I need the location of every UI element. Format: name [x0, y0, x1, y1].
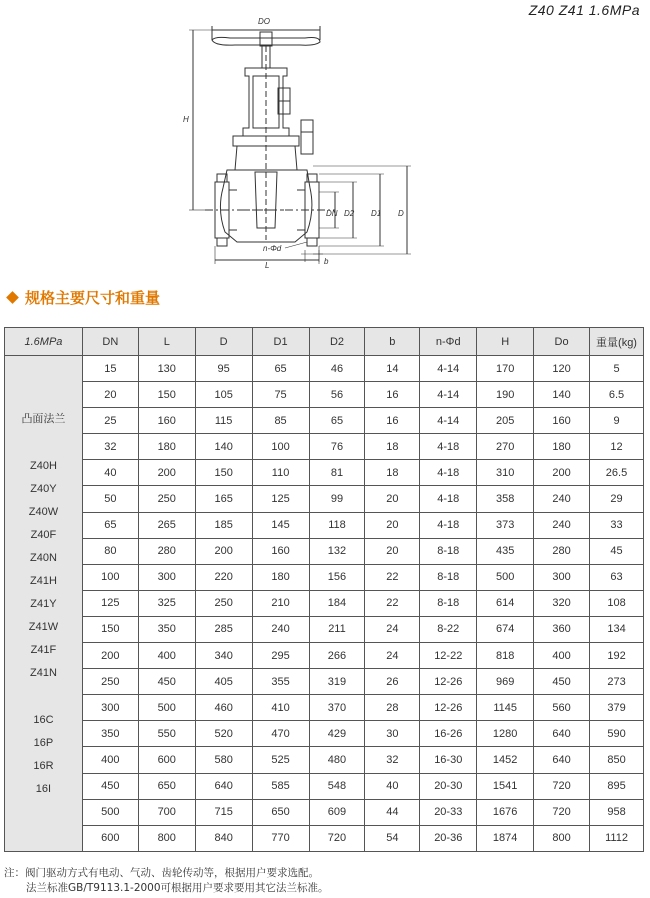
table-cell: 895: [590, 773, 644, 799]
table-cell: 640: [534, 747, 590, 773]
table-cell: 435: [477, 538, 534, 564]
table-row: [5, 460, 644, 486]
table-cell: 99: [309, 486, 365, 512]
table-cell: 8-18: [420, 538, 477, 564]
table-cell: 200: [138, 460, 195, 486]
table-cell: 640: [195, 773, 252, 799]
material-label: 16R: [33, 760, 54, 772]
table-cell: 720: [534, 773, 590, 799]
table-cell: 650: [252, 799, 309, 825]
table-cell: 1280: [477, 721, 534, 747]
model-label: Z40F: [30, 529, 57, 541]
table-cell: 20: [365, 538, 420, 564]
table-cell: 190: [477, 382, 534, 408]
table-cell: 24: [365, 643, 420, 669]
table-cell: 520: [195, 721, 252, 747]
table-cell: 105: [195, 382, 252, 408]
table-cell: 156: [309, 564, 365, 590]
table-cell: 429: [309, 721, 365, 747]
table-cell: 20: [82, 382, 138, 408]
table-cell: 358: [477, 486, 534, 512]
table-row: [5, 382, 644, 408]
table-cell: 614: [477, 590, 534, 616]
table-cell: 22: [365, 564, 420, 590]
table-cell: 5: [590, 356, 644, 382]
table-cell: 410: [252, 695, 309, 721]
table-cell: 81: [309, 460, 365, 486]
dim-label-do: DO: [258, 17, 270, 26]
table-cell: 145: [252, 512, 309, 538]
table-cell: 840: [195, 825, 252, 851]
table-cell: 400: [534, 643, 590, 669]
table-cell: 12-26: [420, 695, 477, 721]
table-cell: 160: [252, 538, 309, 564]
table-cell: 211: [309, 616, 365, 642]
valve-drawing: [175, 10, 435, 272]
table-cell: 450: [138, 669, 195, 695]
table-cell: 56: [309, 382, 365, 408]
table-cell: 600: [138, 747, 195, 773]
table-cell: 720: [309, 825, 365, 851]
table-cell: 95: [195, 356, 252, 382]
model-label: Z41H: [29, 575, 57, 587]
table-cell: 100: [252, 434, 309, 460]
table-cell: 400: [82, 747, 138, 773]
table-row: [5, 721, 644, 747]
table-cell: 50: [82, 486, 138, 512]
table-cell: 500: [138, 695, 195, 721]
header-cell: H: [477, 328, 534, 356]
table-cell: 958: [590, 799, 644, 825]
table-cell: 16: [365, 408, 420, 434]
table-cell: 12: [590, 434, 644, 460]
table-cell: 800: [534, 825, 590, 851]
model-label: Z41W: [28, 621, 59, 633]
table-cell: 4-14: [420, 382, 477, 408]
table-cell: 1541: [477, 773, 534, 799]
table-cell: 20-36: [420, 825, 477, 851]
table-cell: 8-18: [420, 590, 477, 616]
table-cell: 32: [82, 434, 138, 460]
table-cell: 20-33: [420, 799, 477, 825]
table-cell: 160: [138, 408, 195, 434]
table-cell: 450: [82, 773, 138, 799]
table-cell: 850: [590, 747, 644, 773]
table-cell: 46: [309, 356, 365, 382]
table-cell: 240: [252, 616, 309, 642]
table-row: [5, 643, 644, 669]
table-cell: 132: [309, 538, 365, 564]
model-label: Z40N: [29, 552, 57, 564]
table-cell: 1452: [477, 747, 534, 773]
table-cell: 310: [477, 460, 534, 486]
table-cell: 355: [252, 669, 309, 695]
table-cell: 1676: [477, 799, 534, 825]
table-cell: 150: [82, 616, 138, 642]
table-cell: 500: [82, 799, 138, 825]
table-cell: 8-22: [420, 616, 477, 642]
table-cell: 715: [195, 799, 252, 825]
table-cell: 9: [590, 408, 644, 434]
table-cell: 280: [138, 538, 195, 564]
table-cell: 30: [365, 721, 420, 747]
table-row: [5, 434, 644, 460]
table-cell: 210: [252, 590, 309, 616]
table-cell: 140: [534, 382, 590, 408]
table-row: [5, 538, 644, 564]
header-cell: D1: [252, 328, 309, 356]
table-cell: 180: [252, 564, 309, 590]
table-cell: 500: [477, 564, 534, 590]
model-label: Z41Y: [30, 598, 57, 610]
section-title-text: 规格主要尺寸和重量: [25, 288, 161, 307]
table-cell: 770: [252, 825, 309, 851]
table-cell: 460: [195, 695, 252, 721]
table-row: [5, 695, 644, 721]
table-cell: 300: [138, 564, 195, 590]
table-cell: 76: [309, 434, 365, 460]
table-cell: 125: [252, 486, 309, 512]
dim-label-d2: D2: [344, 209, 355, 218]
dim-label-n-phi-d: n-Φd: [263, 244, 282, 253]
table-cell: 548: [309, 773, 365, 799]
table-cell: 118: [309, 512, 365, 538]
notes: [4, 866, 329, 896]
table-cell: 250: [138, 486, 195, 512]
table-row: [5, 825, 644, 851]
table-cell: 150: [138, 382, 195, 408]
table-cell: 250: [195, 590, 252, 616]
table-cell: 280: [534, 538, 590, 564]
table-cell: 160: [534, 408, 590, 434]
table-cell: 125: [82, 590, 138, 616]
table-cell: 184: [309, 590, 365, 616]
table-cell: 450: [534, 669, 590, 695]
table-cell: 6.5: [590, 382, 644, 408]
table-cell: 20-30: [420, 773, 477, 799]
table-cell: 800: [138, 825, 195, 851]
table-cell: 300: [82, 695, 138, 721]
table-cell: 325: [138, 590, 195, 616]
table-cell: 20: [365, 512, 420, 538]
table-cell: 192: [590, 643, 644, 669]
table-cell: 100: [82, 564, 138, 590]
table-cell: 1145: [477, 695, 534, 721]
table-cell: 200: [82, 643, 138, 669]
table-cell: 29: [590, 486, 644, 512]
table-cell: 200: [195, 538, 252, 564]
table-cell: 379: [590, 695, 644, 721]
table-row: [5, 564, 644, 590]
model-label: Z40H: [29, 460, 57, 472]
table-cell: 4-18: [420, 486, 477, 512]
model-label: Z41F: [30, 644, 57, 656]
table-cell: 134: [590, 616, 644, 642]
table-cell: 22: [365, 590, 420, 616]
table-cell: 350: [82, 721, 138, 747]
table-cell: 16-26: [420, 721, 477, 747]
table-row: [5, 408, 644, 434]
header-cell: L: [138, 328, 195, 356]
table-cell: 580: [195, 747, 252, 773]
table-cell: 650: [138, 773, 195, 799]
table-cell: 240: [534, 512, 590, 538]
table-cell: 300: [534, 564, 590, 590]
table-row: [5, 590, 644, 616]
table-cell: 470: [252, 721, 309, 747]
table-cell: 80: [82, 538, 138, 564]
table-row: [5, 512, 644, 538]
table-cell: 180: [534, 434, 590, 460]
table-cell: 340: [195, 643, 252, 669]
note-line: 注：阀门驱动方式有电动、气动、齿轮传动等，根据用户要求选配。: [4, 867, 319, 879]
header-cell: 1.6MPa: [5, 328, 83, 356]
table-cell: 273: [590, 669, 644, 695]
table-cell: 12-22: [420, 643, 477, 669]
table-cell: 65: [309, 408, 365, 434]
table-cell: 1112: [590, 825, 644, 851]
dim-label-b: b: [324, 257, 329, 266]
table-cell: 200: [534, 460, 590, 486]
table-cell: 266: [309, 643, 365, 669]
table-cell: 18: [365, 434, 420, 460]
table-cell: 4-14: [420, 356, 477, 382]
group-label-cell: [5, 356, 83, 852]
table-row: [5, 616, 644, 642]
table-cell: 295: [252, 643, 309, 669]
table-cell: 525: [252, 747, 309, 773]
table-cell: 14: [365, 356, 420, 382]
table-cell: 4-18: [420, 512, 477, 538]
table-cell: 54: [365, 825, 420, 851]
table-cell: 265: [138, 512, 195, 538]
dim-label-l: L: [265, 261, 270, 270]
table-cell: 18: [365, 460, 420, 486]
table-cell: 4-18: [420, 434, 477, 460]
table-cell: 560: [534, 695, 590, 721]
table-cell: 550: [138, 721, 195, 747]
table-cell: 25: [82, 408, 138, 434]
table-cell: 110: [252, 460, 309, 486]
table-cell: 115: [195, 408, 252, 434]
table-cell: 120: [534, 356, 590, 382]
table-cell: 26.5: [590, 460, 644, 486]
header-cell: D2: [309, 328, 365, 356]
table-cell: 85: [252, 408, 309, 434]
dim-label-d1: D1: [371, 209, 382, 218]
header-cell: b: [365, 328, 420, 356]
table-cell: 130: [138, 356, 195, 382]
header-cell: D: [195, 328, 252, 356]
table-cell: 250: [82, 669, 138, 695]
table-cell: 65: [82, 512, 138, 538]
table-cell: 20: [365, 486, 420, 512]
header-cell: 重量(kg): [590, 328, 644, 356]
table-cell: 28: [365, 695, 420, 721]
note-line: 法兰标准GB/T9113.1-2000可根据用户要求要用其它法兰标准。: [26, 882, 329, 894]
table-row: [5, 356, 644, 382]
table-cell: 585: [252, 773, 309, 799]
table-cell: 33: [590, 512, 644, 538]
table-cell: 45: [590, 538, 644, 564]
model-label: Z40W: [28, 506, 59, 518]
flange-type-label: 凸面法兰: [21, 413, 66, 425]
table-cell: 205: [477, 408, 534, 434]
table-row: [5, 799, 644, 825]
table-cell: 108: [590, 590, 644, 616]
table-cell: 180: [138, 434, 195, 460]
table-cell: 350: [138, 616, 195, 642]
model-label: Z41N: [29, 667, 57, 679]
table-cell: 15: [82, 356, 138, 382]
table-cell: 40: [365, 773, 420, 799]
diamond-icon: [6, 291, 19, 304]
table-cell: 65: [252, 356, 309, 382]
table-cell: 319: [309, 669, 365, 695]
table-cell: 609: [309, 799, 365, 825]
table-cell: 8-18: [420, 564, 477, 590]
table-row: [5, 747, 644, 773]
table-cell: 360: [534, 616, 590, 642]
table-cell: 26: [365, 669, 420, 695]
model-label: Z40Y: [30, 483, 57, 495]
material-label: 16I: [35, 783, 52, 795]
table-cell: 4-18: [420, 460, 477, 486]
material-label: 16C: [33, 714, 54, 726]
table-cell: 1874: [477, 825, 534, 851]
model-title: Z40 Z41 1.6MPa: [528, 2, 640, 18]
dim-label-h: H: [183, 115, 189, 124]
table-cell: 165: [195, 486, 252, 512]
table-cell: 700: [138, 799, 195, 825]
table-cell: 44: [365, 799, 420, 825]
table-cell: 400: [138, 643, 195, 669]
dim-label-d: D: [398, 209, 404, 218]
table-cell: 12-26: [420, 669, 477, 695]
table-row: [5, 773, 644, 799]
material-label: 16P: [33, 737, 54, 749]
dim-label-dn: DN: [326, 209, 338, 218]
table-cell: 4-14: [420, 408, 477, 434]
table-row: [5, 669, 644, 695]
header-cell: DN: [82, 328, 138, 356]
table-cell: 720: [534, 799, 590, 825]
table-cell: 40: [82, 460, 138, 486]
section-title: [4, 286, 160, 308]
table-cell: 320: [534, 590, 590, 616]
table-cell: 373: [477, 512, 534, 538]
table-cell: 640: [534, 721, 590, 747]
header-cell: Do: [534, 328, 590, 356]
table-cell: 16: [365, 382, 420, 408]
table-cell: 220: [195, 564, 252, 590]
table-cell: 600: [82, 825, 138, 851]
table-cell: 240: [534, 486, 590, 512]
spec-table: [4, 327, 644, 852]
table-cell: 63: [590, 564, 644, 590]
table-cell: 270: [477, 434, 534, 460]
table-header-row: [5, 328, 644, 356]
table-cell: 75: [252, 382, 309, 408]
table-cell: 969: [477, 669, 534, 695]
table-cell: 405: [195, 669, 252, 695]
table-cell: 674: [477, 616, 534, 642]
table-row: [5, 486, 644, 512]
table-cell: 16-30: [420, 747, 477, 773]
table-cell: 32: [365, 747, 420, 773]
table-cell: 185: [195, 512, 252, 538]
table-cell: 818: [477, 643, 534, 669]
table-cell: 24: [365, 616, 420, 642]
table-cell: 170: [477, 356, 534, 382]
table-cell: 480: [309, 747, 365, 773]
table-cell: 590: [590, 721, 644, 747]
table-cell: 370: [309, 695, 365, 721]
header-cell: n-Φd: [420, 328, 477, 356]
table-cell: 285: [195, 616, 252, 642]
table-cell: 150: [195, 460, 252, 486]
table-cell: 140: [195, 434, 252, 460]
